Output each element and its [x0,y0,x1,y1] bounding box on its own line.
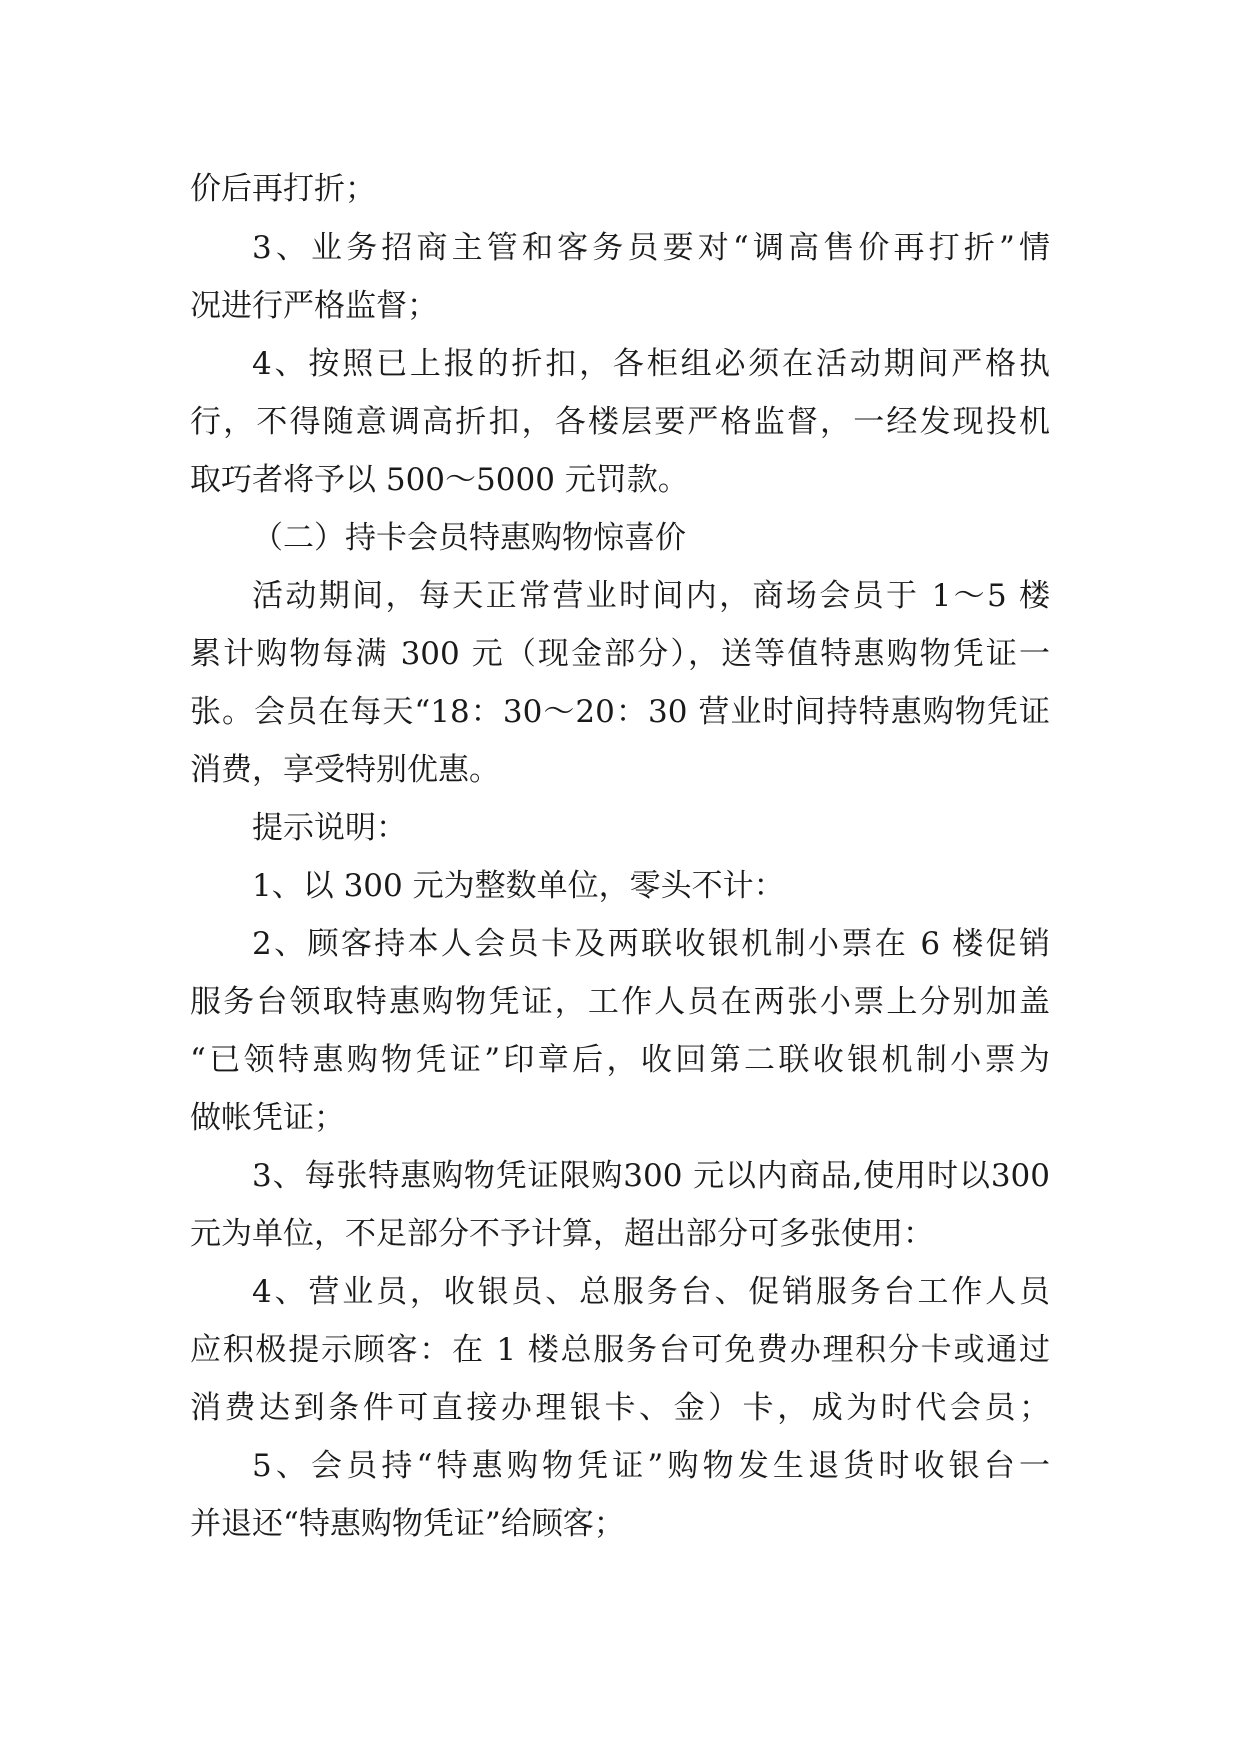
text-line: 做帐凭证； [190,1100,345,1136]
text-line: 2、顾客持本人会员卡及两联收银机制小票在 6 楼促销 [252,926,1050,962]
text-line: 3、每张特惠购物凭证限购300 元以内商品,使用时以300 [252,1158,1050,1194]
text-line: 活动期间，每天正常营业时间内，商场会员于 1～5 楼 [252,578,1050,614]
text-line: 4、营业员，收银员、总服务台、促销服务台工作人员 [252,1274,1050,1310]
text-line: 累计购物每满 300 元（现金部分），送等值特惠购物凭证一 [190,636,1050,672]
text-line: 元为单位，不足部分不予计算，超出部分可多张使用： [190,1216,934,1252]
text-line: 4、按照已上报的折扣，各柜组必须在活动期间严格执 [252,346,1050,382]
text-line: 消费达到条件可直接办理银卡、金）卡，成为时代会员； [190,1390,1050,1426]
text-line: 提示说明： [252,810,407,846]
text-line: 3、业务招商主管和客务员要对“调高售价再打折”情 [252,230,1050,266]
text-line: 并退还“特惠购物凭证”给顾客； [190,1506,625,1542]
section-heading: （二）持卡会员特惠购物惊喜价 [252,520,686,556]
text-line: 取巧者将予以 500～5000 元罚款。 [190,462,689,498]
text-line: 况进行严格监督； [190,288,438,324]
text-line: 价后再打折； [190,171,376,207]
text-line: 行，不得随意调高折扣，各楼层要严格监督，一经发现投机 [190,404,1050,440]
text-line: 应积极提示顾客：在 1 楼总服务台可免费办理积分卡或通过 [190,1332,1050,1368]
text-line: 消费，享受特别优惠。 [190,752,500,788]
text-line: 1、以 300 元为整数单位，零头不计： [252,868,785,904]
text-line: 服务台领取特惠购物凭证，工作人员在两张小票上分别加盖 [190,984,1050,1020]
text-line: 5、会员持“特惠购物凭证”购物发生退货时收银台一 [252,1448,1050,1484]
text-line: “已领特惠购物凭证”印章后，收回第二联收银机制小票为 [190,1042,1050,1078]
text-line: 张。会员在每天“18：30～20：30 营业时间持特惠购物凭证 [190,694,1050,730]
